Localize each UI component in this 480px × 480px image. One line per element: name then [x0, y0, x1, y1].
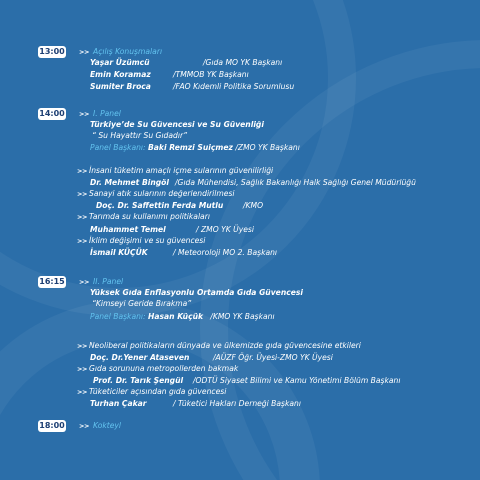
- arrow-icon: >>: [77, 237, 87, 245]
- chair-name: Hasan Küçük: [148, 312, 204, 321]
- speaker-name: Prof. Dr. Tarık Şengül: [93, 376, 184, 385]
- speaker-name: Emin Koramaz: [90, 70, 151, 79]
- talk-topic: İnsani tüketim amaçlı içme sularının güvenilirliği: [89, 166, 274, 175]
- talk-topic: İklim değişimi ve su güvencesi: [89, 236, 206, 245]
- arrow-icon: >>: [77, 190, 87, 198]
- speaker-role: /AÜZF Öğr. Üyesi-ZMO YK Üyesi: [213, 353, 333, 362]
- talk-topic: Sanayi atık sularının değerlendirilmesi: [89, 189, 235, 198]
- session-title: Açılış Konuşmaları: [93, 47, 163, 56]
- speaker-role: /KMO: [243, 201, 264, 210]
- arrow-icon: >>: [77, 213, 87, 221]
- panel-subtitle: “Kimseyi Geride Bırakma”: [92, 299, 192, 308]
- arrow-icon: >>: [79, 422, 89, 430]
- speaker-role: /Gıda MO YK Başkanı: [203, 58, 283, 67]
- speaker-name: Turhan Çakar: [90, 399, 147, 408]
- talk-topic: Gıda sorununa metropollerden bakmak: [89, 364, 239, 373]
- talk-topic: Tüketiciler açısından gıda güvencesi: [89, 387, 227, 396]
- chair-label: Panel Başkanı:: [90, 312, 146, 321]
- speaker-role: /FAO Kıdemli Politika Sorumlusu: [173, 82, 295, 91]
- time-badge: 14:00: [39, 109, 65, 118]
- arrow-icon: >>: [79, 278, 89, 286]
- panel-title: Türkiye’de Su Güvencesi ve Su Güvenliği: [90, 120, 264, 129]
- speaker-name: Doç. Dr.Yener Ataseven: [90, 353, 190, 362]
- speaker-name: Sumiter Broca: [90, 82, 151, 91]
- speaker-role: /TMMOB YK Başkanı: [173, 70, 249, 79]
- chair-name: Baki Remzi Suiçmez: [148, 143, 233, 152]
- panel-chair: [90, 311, 275, 322]
- speaker-name: Doç. Dr. Saffettin Ferda Mutlu: [96, 201, 224, 210]
- arrow-icon: >>: [77, 365, 87, 373]
- chair-role: /KMO YK Başkanı: [210, 312, 275, 321]
- talk-topic: Tarımda su kullanımı politikaları: [89, 212, 210, 221]
- speaker-role: / ZMO YK Üyesi: [196, 225, 254, 234]
- session-title: Kokteyl: [93, 421, 122, 430]
- speaker-name: İsmail KÜÇÜK: [90, 248, 148, 257]
- time-badge: 16:15: [39, 277, 65, 286]
- chair-label: Panel Başkanı:: [90, 143, 146, 152]
- arrow-icon: >>: [77, 342, 87, 350]
- talk-topic: Neoliberal politikaların dünyada ve ülkemizde gıda güvencesine etkileri: [89, 341, 361, 350]
- speaker-name: Yaşar Üzümcü: [90, 58, 150, 67]
- arrow-icon: >>: [77, 167, 87, 175]
- speaker-role: /Gıda Mühendisi, Sağlık Bakanlığı Halk Sağlığı Genel Müdürlüğü: [175, 178, 416, 187]
- panel-title: Yüksek Gıda Enflasyonlu Ortamda Gıda Güvencesi: [90, 288, 303, 297]
- speaker-role: /ODTÜ Siyaset Bilimi ve Kamu Yönetimi Bölüm Başkanı: [193, 376, 401, 385]
- speaker-role: / Meteoroloji MO 2. Başkanı: [173, 248, 278, 257]
- chair-role: /ZMO YK Başkanı: [235, 143, 300, 152]
- session-title: I. Panel: [93, 109, 121, 118]
- arrow-icon: >>: [79, 110, 89, 118]
- panel-subtitle: “ Su Hayattır Su Gıdadır”: [92, 131, 188, 140]
- arrow-icon: >>: [77, 388, 87, 396]
- speaker-role: / Tüketici Hakları Derneği Başkanı: [173, 399, 301, 408]
- session-title: II. Panel: [93, 277, 124, 286]
- panel-chair: [90, 142, 300, 153]
- speaker-name: Dr. Mehmet Bingöl: [90, 178, 169, 187]
- speaker-name: Muhammet Temel: [90, 225, 166, 234]
- time-badge: 13:00: [39, 47, 65, 56]
- arrow-icon: >>: [79, 48, 89, 56]
- time-badge: 18:00: [39, 421, 65, 430]
